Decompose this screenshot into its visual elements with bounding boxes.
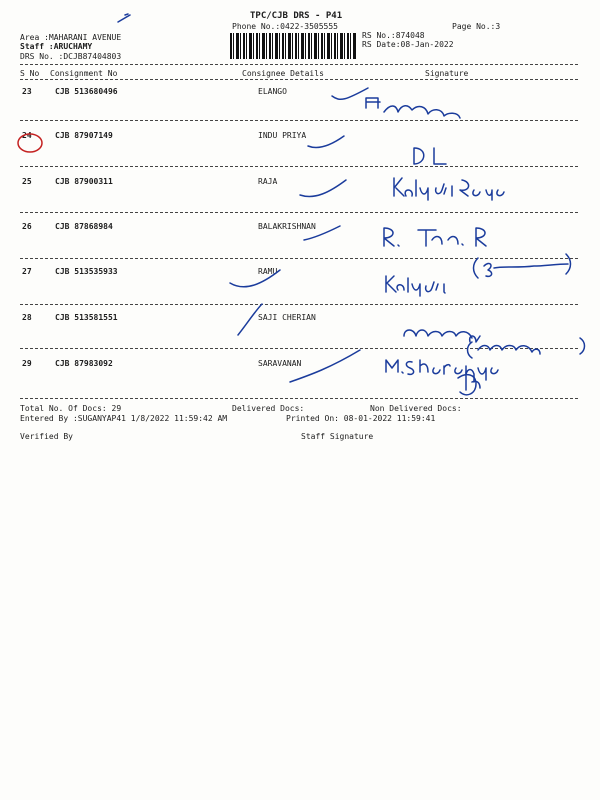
page-number: Page No.:3 — [452, 22, 501, 31]
row-consignee: RAMU — [258, 267, 278, 276]
signature-row-28 — [404, 330, 480, 342]
entered-by: Entered By :SUGANYAP41 1/8/2022 11:59:42 AM — [20, 414, 228, 423]
row-divider — [20, 304, 578, 305]
row-divider — [20, 120, 578, 121]
staff-label: Staff :ARUCHAMY — [20, 42, 93, 51]
row-consignee: BALAKRISHNAN — [258, 222, 316, 231]
row-sno: 28 — [22, 313, 32, 322]
divider — [20, 79, 578, 80]
row-consignee: SARAVANAN — [258, 359, 302, 368]
non-delivered-docs: Non Delivered Docs: — [370, 404, 462, 413]
tick-mark — [308, 136, 344, 148]
row-divider — [20, 166, 578, 167]
row-consignee: RAJA — [258, 177, 278, 186]
row-sno: 23 — [22, 87, 32, 96]
signature-row-27 — [386, 276, 445, 296]
printed-on: Printed On: 08-01-2022 11:59:41 — [286, 414, 436, 423]
staff-signature: Staff Signature — [301, 432, 374, 441]
pen-stroke-top — [125, 14, 128, 15]
row-sno: 26 — [22, 222, 32, 231]
area-label: Area :MAHARANI AVENUE — [20, 33, 122, 42]
barcode-image — [230, 33, 356, 59]
row-divider — [20, 348, 578, 349]
signature-row-26 — [384, 228, 486, 246]
tick-mark — [300, 180, 346, 197]
divider — [20, 64, 578, 65]
row-consignee: SAJI CHERIAN — [258, 313, 316, 322]
row-sno: 29 — [22, 359, 32, 368]
row-consignment: CJB 87868984 — [55, 222, 113, 231]
row-consignee: ELANGO — [258, 87, 287, 96]
row-divider — [20, 212, 578, 213]
row-sno: 25 — [22, 177, 32, 186]
total-docs: Total No. Of Docs: 29 — [20, 404, 122, 413]
pen-stroke-top — [118, 15, 130, 22]
column-header-consignment: Consignment No — [50, 69, 118, 78]
signature-row-29-initials — [458, 372, 480, 395]
signature-row-23 — [366, 98, 460, 118]
signature-row-24 — [414, 148, 446, 164]
divider — [20, 398, 578, 399]
row-consignment: CJB 513581551 — [55, 313, 118, 322]
document-title: TPC/CJB DRS - P41 — [250, 11, 343, 21]
row-consignment: CJB 513680496 — [55, 87, 118, 96]
row-consignment: CJB 87900311 — [55, 177, 113, 186]
rs-date: RS Date:08-Jan-2022 — [362, 40, 454, 49]
row-consignment: CJB 513535933 — [55, 267, 118, 276]
phone-number: Phone No.:0422-3505555 — [232, 22, 338, 31]
drs-number: DRS No. :DCJB87404803 — [20, 52, 122, 61]
row-consignment: CJB 87983092 — [55, 359, 113, 368]
row-consignment: CJB 87907149 — [55, 131, 113, 140]
verified-by: Verified By — [20, 432, 73, 441]
column-header-sno: S No — [20, 69, 40, 78]
tick-mark — [332, 88, 368, 99]
signature-row-29 — [386, 360, 498, 382]
signature-row-25 — [394, 178, 504, 200]
column-header-signature: Signature — [425, 69, 469, 78]
column-header-consignee: Consignee Details — [242, 69, 324, 78]
delivered-docs: Delivered Docs: — [232, 404, 305, 413]
rs-number: RS No.:874048 — [362, 31, 425, 40]
row-sno: 27 — [22, 267, 32, 276]
row-consignee: INDU PRIYA — [258, 131, 307, 140]
row-divider — [20, 258, 578, 259]
row-sno: 24 — [22, 131, 32, 140]
